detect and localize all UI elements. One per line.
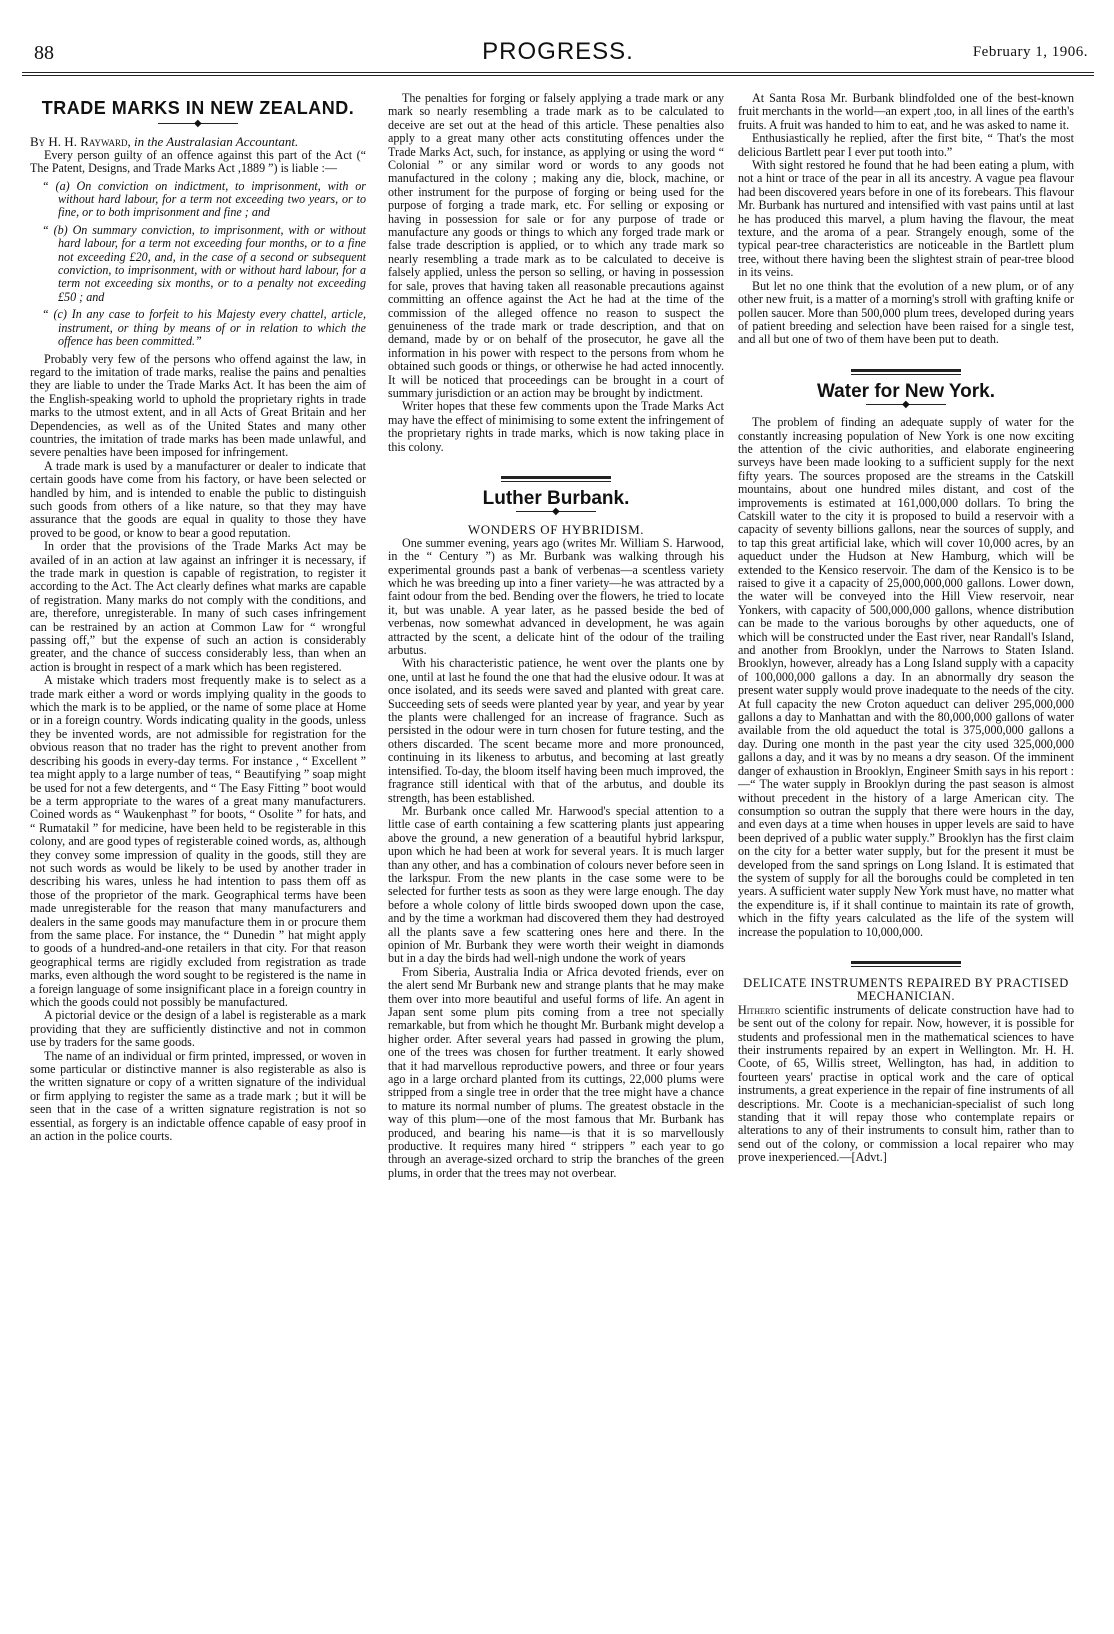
paragraph: Enthusiastically he replied, after the first bite, “ That's the most delicious Bartlett pear I ever put tooth into.”: [738, 131, 1074, 159]
byline: [30, 135, 366, 148]
header-rule-secondary: [22, 75, 1094, 76]
section-divider: [851, 961, 961, 967]
advert-text: scientific instruments of delicate construction have had to be sent out of the colony for repair. Now, however, it is possible for students and professional men in the mathematical sciences to have their instruments repaired by an expert in Wellington. Mr. H. H. Coote, of 65, Willis street, Wellington, has had, in addition to fourteen years' practise in optical work and the care of optical instruments, a great experience in the repair of fine instruments of all descriptions. Mr. Coote is a mechanician-specialist of such long standing that it will repay those who contemplate repairs or alterations to any of their instruments to consult him, rather than to send out of the colony, or commission a local repairer who may prove inexperienced.—[Advt.]: [738, 1002, 1074, 1165]
column-3: [738, 92, 1074, 1165]
article-title-water: Water for New York.: [816, 380, 996, 402]
paragraph: With sight restored he found that he had been eating a plum, with not a hint or trace of the pear in all its ancestry. A vague pea flavour had been discovered years before in one of its forebears. This flavour Mr. Burbank has nurtured and intensified with vast pains until at last he has produced this marvel, a plum having the flavour, the meat texture, and the aroma of a pear. Strangely enough, some of the typical pear-tree characteristics are noticeable in the Bartlett plum tree, without there having been the slightest strain of pear-tree blood in its veins.: [738, 158, 1074, 280]
publication-title: PROGRESS.: [482, 38, 634, 65]
article-title-burbank: Luther Burbank.: [482, 487, 630, 509]
paragraph: The name of an individual or firm printed, impressed, or woven in some particular or distinctive manner is also registerable as also is the written signature or copy of a written signature of the individual or firm applying to register the same as a trade mark ; but it will be seen that in the case of a written signature registration is not so essential, as forgery is an indictable offence capable of easy proof in an action in the police courts.: [30, 1048, 366, 1144]
advert-body: [738, 1004, 1074, 1165]
paragraph: A pictorial device or the design of a label is registerable as a mark providing that they are sufficiently distinctive and not in common use by traders for the same goods.: [30, 1008, 366, 1050]
masthead: [22, 38, 1094, 70]
paragraph: But let no one think that the evolution of a new plum, or of any other new fruit, is a matter of a morning's stroll with grafting knife or pollen saucer. More than 500,000 plum trees, developed during years of patient breeding and selection have been raised for a single test, and all but one of two of them have been put to death.: [738, 278, 1074, 347]
paragraph: Writer hopes that these few comments upon the Trade Marks Act may have the effect of minimising to some extent the infringement of the proprietary rights in trade marks, which is now taking place in this colony.: [388, 399, 724, 454]
issue-date: February 1, 1906.: [972, 44, 1088, 60]
ornament-divider: ◆: [866, 400, 946, 410]
byline-author: By H. H. Rayward,: [30, 134, 131, 150]
ornament-divider: ◆: [158, 119, 238, 129]
article-title-trade-marks: TRADE MARKS IN NEW ZEALAND.: [41, 98, 355, 118]
clause-a: “ (a) On conviction on indictment, to imprisonment, with or without hard labour, for a term not exceeding two years, or to fine, or to both imprisonment and fine ; and: [42, 178, 366, 220]
paragraph: With his characteristic patience, he went over the plants one by one, until at last he found the one that had the elusive odour. It was at once isolated, and its seeds were saved and planted with great care. Succeeding sets of seeds were planted year by year, and year by year the plants were challenged for an increase of fragrance. Such as persisted in the odour were in turn chosen for future testing, and the others discarded. The scent became more and more pronounced, continuing in its likeness to arbutus, and becoming at last greatly intensified. To-day, the bloom itself having been much improved, the fragrance still identical with that of the arbutus, and double its strength, has been established.: [388, 656, 724, 805]
paragraph: Every person guilty of an offence against this part of the Act (“ The Patent, Designs, and Trade Marks Act ,1889 ”) is liable :—: [30, 147, 366, 176]
paragraph: One summer evening, years ago (writes Mr. William S. Harwood, in the “ Century ”) as Mr. Burbank was walking through his experimental grounds past a bank of verbenas—a scentless variety which he was breeding up into a finer variety—he was attracted by a faint odour from the bed. Bending over the flowers, he tried to locate it, but was unable. A year later, as he passed beside the bed of verbenas, now somewhat advanced in development, he was again attracted by the scent, a delicate hint of the odour of the trailing arbutus.: [388, 535, 724, 658]
article-subtitle: WONDERS OF HYBRIDISM.: [467, 522, 645, 538]
clause-b: “ (b) On summary conviction, to imprisonment, with or without hard labour, for a term not exceeding four months, or to a fine not exceeding £20, and, in the case of a second or subsequent conviction, to imprisonment, with or without hard labour, for a term not exceeding six months, or to a penalty not exceeding £50 ; and: [42, 222, 366, 304]
byline-source: in the Australasian Accountant.: [134, 134, 299, 150]
column-2: [388, 92, 724, 1180]
paragraph: The penalties for forging or falsely applying a trade mark or any mark so nearly resembling a trade mark as to be calculated to deceive are set out at the head of this article. These penalties also apply to a great many other acts constituting offences under the Trade Marks Act, such, for instance, as applying or using the word “ Colonial ” or any similar word or words to any goods not manufactured in the colony ; making any die, block, machine, or other instrument for the purpose of forging or being used for the purpose of forging a trade mark, etc. For selling or exposing or having in possession for sale or for any purpose of trade or manufacture any goods or things to which any forged trade mark or false trade description is applied, or to which any trade mark so nearly resembling a trade mark as to be calculated to deceive is falsely applied, unless the person so selling, or having in possession for sale, proves that having taken all reasonable precautions against committing an offence against the Act he had at the time of the commission of the alleged offence no reason to suspect the genuineness of the trade mark or trade description, and that on demand, made by or on behalf of the prosecutor, he gave all the information in his power with respect to the persons from whom he obtained such goods or things, or otherwise he had acted innocently. It will be noticed that proceedings can be brought in a court of summary jurisdiction or an action may be brought by indictment.: [388, 91, 724, 400]
page-number: 88: [34, 42, 54, 64]
advert-title: DELICATE INSTRUMENTS REPAIRED BY PRACTISED MECHANICIAN.: [743, 975, 1069, 1004]
column-1: [30, 92, 366, 1143]
header-rule: [22, 72, 1094, 73]
paragraph: The problem of finding an adequate supply of water for the constantly increasing population of New York is one now exciting the attention of the civic authorities, and elaborate engineering surveys have been made looking to a sufficient supply for the next fifty years. The sources proposed are the streams in the Catskill mountains, about one hundred miles distant, and cost of the improvements is estimated at 161,000,000 dollars. To bring the Catskill water to the city it is proposed to build a reservoir with a capacity of seventy billions gallons, near the sources of supply, and to tap this great artificial lake, which will cover 10,000 acres, by an aqueduct under the Hudson at New Hamburg, which will be extended to the Kensico reservoir. The dam of the Kensico is to be raised to give it a capacity of 25,000,000,000 gallons. Lower down, the water will be conveyed into the Hill View reservoir, near Yonkers, with capacity of 500,000,000 gallons, whence distribution can be made to the various boroughs by other aqueducts, one of which will be constructed under the East river, near Randall's Island, and another from Brooklyn, under the Narrows to Staten Island. Brooklyn, however, already has a Long Island supply with a capacity of 100,000,000 gallons a day. In an abnormally dry season the present water supply would prove inadequate to the needs of the city. At full capacity the new Croton aqueduct can deliver 295,000,000 gallons a day to Manhattan and with the 80,000,000 gallons of water available from the old aqueduct the total is 375,000,000 gallons a day. During one month in the past year the city used 325,000,000 gallons a day, and it was by no means a dry season. Of the imminent danger of exhaustion in Brooklyn, Engineer Smith says in his report :—“ The water supply in Brooklyn during the past season is almost without precedent in the history of a large American city. The consumption so outran the supply that there were hours in the day, and even days at a time when houses in upper levels are said to have been deprived of a public water supply.” Brooklyn has the first claim on the city for a better water supply, but for the present it must be developed from the sand springs on Long Island. It is estimated that the system of supply for all the boroughs could be completed in ten years. A sufficient water supply New York must have, no matter what the expenditure is, if it shall continue to maintain its rate of growth, which in the fifty years calculated as the life of the system will increase the population to 10,000,000.: [738, 415, 1074, 939]
section-divider: [851, 369, 961, 375]
section-divider: [501, 476, 611, 482]
paragraph: Mr. Burbank once called Mr. Harwood's special attention to a little case of earth containing a few scattering plants just appearing above the ground, a new generation of a beautiful hybrid larkspur, upon which he had been at work for several years. It is much larger than any other, and has a combination of colours never before seen in the larkspur. From the new plants in the case some were to be selected for further tests as soon as they were large enough. The day before a whole colony of little birds swooped down upon the case, and by the time a workman had discovered them they had destroyed all the plants save a few scattering ones here and there. In the opinion of Mr. Burbank they were worth their weight in diamonds but in a day the birds had well-nigh undone the work of years: [388, 803, 724, 966]
clause-c: “ (c) In any case to forfeit to his Majesty every chattel, article, instrument, or thing by means of or in relation to which the offence has been committed.”: [42, 307, 366, 349]
paragraph: A trade mark is used by a manufacturer or dealer to indicate that certain goods have come from his factory, or have been selected or handled by him, and is intended to enable the public to distinguish such goods from others of a like nature, so that they may have assurance that the goods are equal in quality to those they have proved to be good, or know to bear a good reputation.: [30, 458, 366, 540]
paragraph: In order that the provisions of the Trade Marks Act may be availed of in an action at law against an infringer it is necessary, if the trade mark in question is capable of registration, to register it according to the Act. The Act clearly defines what marks are capable of registration. Many marks do not comply with the conditions, and are, therefore, unregisterable. In many of such cases infringement can be restrained by an action at Common Law for “ wrongful passing off,” but the expense of such an action is considerably greater, and the chance of success considerably less, than when an action is brought in respect of a mark which has been registered.: [30, 539, 366, 674]
paragraph: From Siberia, Australia India or Africa devoted friends, ever on the alert send Mr Burbank new and strange plants that he may make them over into more beautiful and useful forms of life. An agent in Japan sent some plum pits coming from a tree not specially remarkable, but from which he thought Mr. Burbank might develop a higher order. After several years had passed in growing the plum, one of the trees was chosen for further treatment. It early showed that it had marvellous reproductive powers, and three or four years ago in a large orchard planted from its cuttings, 22,000 plums were stripped from a single tree in order that the tree might have a chance to mature its normal number of plums. The greatest obstacle in the way of this plum—one of the most famous that Mr. Burbank has produced, and bearing his name—is that it is so marvellously productive. It requires many hired “ strippers ” each year to go through an average-sized orchard to strip the branches of the green plums, in order that the trees may not overbear.: [388, 964, 724, 1180]
paragraph: A mistake which traders most frequently make is to select as a trade mark either a word or words implying quality in the goods to which the mark is to be applied, or the name of some place at Home or in a foreign country. Words indicating quality in the goods, unless they be invented words, are not admissible for registration for the obvious reason that no trader has the right to prevent another from describing his goods in every-day terms. For instance , “ Excellent ” tea might apply to a large number of teas, “ Beautifying ” soap might be used for not a few detergents, and “ The Easy Fitting ” boot would be a term appropriate to the wares of a great many manufacturers. Coined words as “ Waukenphast ” for boots, “ Osolite ” for hats, and “ Rumatakil ” for medicine, have been held to be registerable in this colony, and are good types of registerable coined words, as, although they convey some impression of quality in the goods, still they are not such words as would be likely to be used by another trader in describing his wares, unless he had intention to pass them off as those of the proprietor of the mark. Geographical terms have been made unregisterable for the reason that many manufacturers and dealers in the same goods may manufacture them in or procure them from the same place. For instance, the “ Dunedin ” hat might apply to goods of a hundred-and-one retailers in that city. For that reason geographical terms are rigidly excluded from registration as trade marks, even although the word sought to be registered is the name in a foreign language of some insignificant place in a foreign country in which the goods could not possibly be manufactured.: [30, 673, 366, 1009]
paragraph: Probably very few of the persons who offend against the law, in regard to the imitation of trade marks, realise the pains and penalties they are liable to under the Trade Marks Act. It has been the aim of the English-speaking world to uphold the proprietary rights in trade marks to the utmost extent, and in all Acts of Great Britain and her Dependencies, as well as of the United States and many other countries, the imitation of trade marks has been made unlawful, and severe penalties have been imposed for infringement.: [30, 351, 366, 460]
advert-lead: Hitherto: [738, 1002, 781, 1017]
ornament-divider: ◆: [516, 507, 596, 517]
paragraph: At Santa Rosa Mr. Burbank blindfolded one of the best-known fruit merchants in the world—an expert ,too, in all lines of the earth's fruits. A fruit was handed to him to eat, and he was asked to name it.: [738, 91, 1074, 132]
